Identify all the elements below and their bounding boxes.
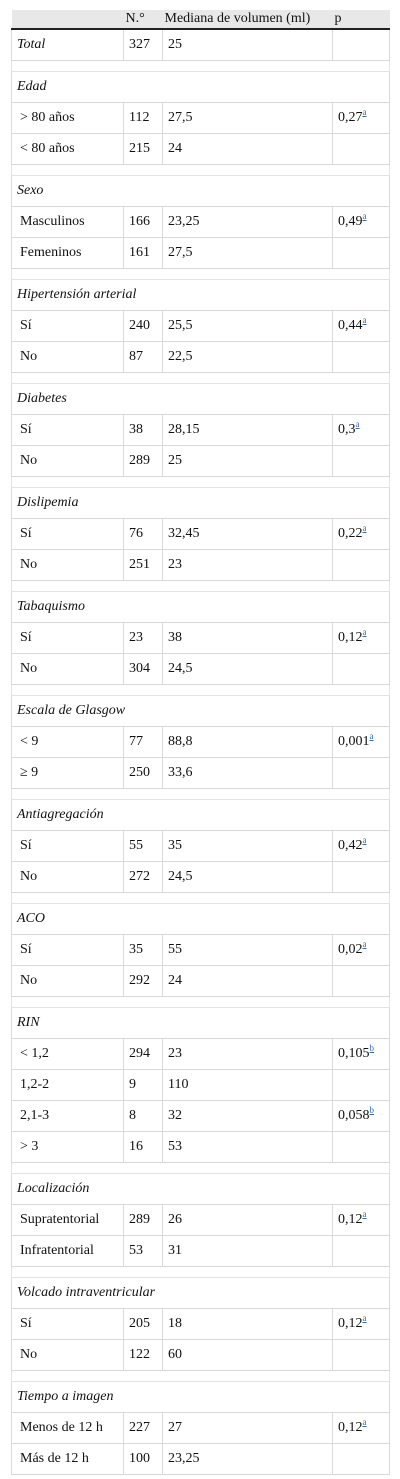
row-p-cell	[333, 237, 390, 268]
row-median: 24	[163, 133, 333, 164]
results-table	[11, 10, 390, 1475]
row-label: 2,1-3	[12, 1100, 124, 1131]
footnote-link[interactable]: a	[369, 730, 374, 741]
row-label: 1,2-2	[12, 1069, 124, 1100]
header-median: Mediana de volumen (ml)	[164, 11, 311, 26]
footnote-marker	[370, 1103, 375, 1116]
group-title: Dislipemia	[12, 487, 390, 518]
table-row	[12, 102, 390, 133]
row-label: Sí	[12, 934, 124, 965]
footnote-marker	[363, 209, 367, 222]
group-title: Diabetes	[12, 383, 390, 414]
footnote-link[interactable]: b	[369, 1104, 374, 1115]
table-row	[12, 237, 390, 268]
table-row	[12, 653, 390, 684]
spacer-cell	[12, 996, 390, 1007]
row-p-cell	[333, 1100, 390, 1131]
row-p-value: 0,12	[338, 1211, 363, 1227]
row-p-value: 0,001	[338, 733, 370, 749]
spacer-cell	[12, 580, 390, 591]
row-median: 26	[163, 1204, 333, 1235]
row-label: Infratentorial	[12, 1235, 124, 1266]
spacer-cell	[12, 476, 390, 487]
row-label: No	[12, 341, 124, 372]
group-title: Tiempo a imagen	[12, 1381, 390, 1412]
table-container	[11, 10, 389, 1475]
group-header-row	[12, 383, 390, 414]
row-median: 23	[163, 549, 333, 580]
row-n: 112	[124, 102, 163, 133]
footnote-link[interactable]: a	[362, 106, 367, 117]
table-row	[12, 861, 390, 892]
row-median: 24	[163, 965, 333, 996]
group-spacer	[12, 1266, 390, 1277]
row-p-value: 0,058	[338, 1107, 370, 1123]
row-median: 23,25	[163, 1443, 333, 1474]
row-label: Más de 12 h	[12, 1443, 124, 1474]
row-p-cell	[333, 341, 390, 372]
row-p-cell	[333, 414, 390, 445]
group-header-row	[12, 487, 390, 518]
row-p-cell	[333, 102, 390, 133]
row-n: 8	[124, 1100, 163, 1131]
row-median: 33,6	[163, 757, 333, 788]
row-n: 294	[124, 1038, 163, 1069]
row-median: 38	[163, 622, 333, 653]
footnote-marker	[363, 1311, 367, 1324]
row-p-value: 0,44	[338, 317, 363, 333]
row-n: 251	[124, 549, 163, 580]
row-p-cell	[333, 934, 390, 965]
footnote-marker	[363, 625, 367, 638]
row-p-value: 0,105	[338, 1045, 370, 1061]
row-n: 289	[124, 1204, 163, 1235]
row-median: 88,8	[163, 726, 333, 757]
row-p-cell	[333, 1235, 390, 1266]
row-n: 77	[124, 726, 163, 757]
group-spacer	[12, 996, 390, 1007]
row-n: 161	[124, 237, 163, 268]
footnote-marker	[363, 521, 367, 534]
row-label: Supratentorial	[12, 1204, 124, 1235]
row-median: 110	[163, 1069, 333, 1100]
row-p-cell	[333, 206, 390, 237]
spacer-cell	[12, 892, 390, 903]
row-n: 272	[124, 861, 163, 892]
table-row	[12, 1069, 390, 1100]
group-header-row	[12, 1007, 390, 1038]
footnote-link[interactable]: a	[355, 418, 360, 429]
group-title: Volcado intraventricular	[12, 1277, 390, 1308]
row-p-cell	[333, 830, 390, 861]
row-p-cell	[333, 1339, 390, 1370]
group-title: Sexo	[12, 175, 390, 206]
footnote-link[interactable]: b	[369, 1042, 374, 1053]
table-row	[12, 133, 390, 164]
footnote-marker	[363, 833, 367, 846]
table-row	[12, 622, 390, 653]
row-n: 240	[124, 310, 163, 341]
row-n: 215	[124, 133, 163, 164]
row-n: 9	[124, 1069, 163, 1100]
group-header-row	[12, 591, 390, 622]
group-spacer	[12, 1370, 390, 1381]
row-label: Sí	[12, 518, 124, 549]
table-row	[12, 1204, 390, 1235]
footnote-marker	[356, 417, 360, 430]
row-median: 24,5	[163, 653, 333, 684]
row-n: 87	[124, 341, 163, 372]
total-p	[333, 29, 390, 60]
table-row	[12, 1038, 390, 1069]
spacer-cell	[12, 788, 390, 799]
group-title: Antiagregación	[12, 799, 390, 830]
group-title: RIN	[12, 1007, 390, 1038]
row-label: Sí	[12, 1308, 124, 1339]
footnote-marker	[363, 105, 367, 118]
row-median: 55	[163, 934, 333, 965]
group-spacer	[12, 1162, 390, 1173]
table-row	[12, 518, 390, 549]
row-p-cell	[333, 622, 390, 653]
row-median: 18	[163, 1308, 333, 1339]
spacer-cell	[12, 1370, 390, 1381]
footnote-link[interactable]: a	[362, 522, 367, 533]
table-row	[12, 934, 390, 965]
row-n: 35	[124, 934, 163, 965]
row-p-value: 0,12	[338, 1419, 363, 1435]
row-p-value: 0,27	[338, 109, 363, 125]
table-row	[12, 549, 390, 580]
footnote-link[interactable]: a	[362, 834, 367, 845]
spacer-cell	[12, 268, 390, 279]
table-row	[12, 1412, 390, 1443]
group-header-row	[12, 799, 390, 830]
group-header-row	[12, 175, 390, 206]
group-title: Tabaquismo	[12, 591, 390, 622]
row-label: No	[12, 549, 124, 580]
total-n: 327	[124, 29, 163, 60]
row-n: 53	[124, 1235, 163, 1266]
row-label: Femeninos	[12, 237, 124, 268]
table-row	[12, 414, 390, 445]
footnote-link[interactable]: a	[362, 938, 367, 949]
row-median: 23,25	[163, 206, 333, 237]
group-spacer	[12, 788, 390, 799]
spacer-cell	[12, 164, 390, 175]
row-median: 25,5	[163, 310, 333, 341]
footnote-link[interactable]: a	[362, 210, 367, 221]
group-title: Localización	[12, 1173, 390, 1204]
group-header-row	[12, 71, 390, 102]
row-n: 304	[124, 653, 163, 684]
table-row	[12, 1100, 390, 1131]
group-title: Hipertensión arterial	[12, 279, 390, 310]
table-row	[12, 445, 390, 476]
row-median: 23	[163, 1038, 333, 1069]
table-row	[12, 1235, 390, 1266]
row-median: 35	[163, 830, 333, 861]
group-header-row	[12, 1381, 390, 1412]
group-header-row	[12, 279, 390, 310]
row-label: Masculinos	[12, 206, 124, 237]
total-label: Total	[12, 29, 124, 60]
total-row	[12, 29, 390, 60]
row-n: 205	[124, 1308, 163, 1339]
group-header-row	[12, 1277, 390, 1308]
footnote-link[interactable]: a	[362, 1208, 367, 1219]
footnote-link[interactable]: a	[362, 314, 367, 325]
row-n: 76	[124, 518, 163, 549]
group-spacer	[12, 60, 390, 71]
row-p-cell	[333, 861, 390, 892]
row-median: 27	[163, 1412, 333, 1443]
group-spacer	[12, 684, 390, 695]
row-p-value: 0,3	[338, 421, 356, 437]
row-p-cell	[333, 1131, 390, 1162]
row-median: 60	[163, 1339, 333, 1370]
row-label: < 80 años	[12, 133, 124, 164]
footnote-marker	[370, 729, 374, 742]
group-spacer	[12, 476, 390, 487]
table-row	[12, 1339, 390, 1370]
table-row	[12, 206, 390, 237]
row-median: 32	[163, 1100, 333, 1131]
row-p-cell	[333, 1069, 390, 1100]
table-header	[12, 10, 390, 29]
row-n: 250	[124, 757, 163, 788]
row-median: 28,15	[163, 414, 333, 445]
header-n: N.°	[125, 11, 145, 26]
footnote-marker	[363, 313, 367, 326]
row-median: 53	[163, 1131, 333, 1162]
row-n: 23	[124, 622, 163, 653]
row-p-value: 0,12	[338, 1315, 363, 1331]
footnote-marker	[363, 1415, 367, 1428]
row-p-cell	[333, 445, 390, 476]
row-p-cell	[333, 1038, 390, 1069]
header-label	[12, 10, 124, 29]
row-label: > 3	[12, 1131, 124, 1162]
row-median: 32,45	[163, 518, 333, 549]
spacer-cell	[12, 1162, 390, 1173]
row-n: 55	[124, 830, 163, 861]
footnote-marker	[363, 937, 367, 950]
footnote-link[interactable]: a	[362, 626, 367, 637]
row-label: No	[12, 653, 124, 684]
group-spacer	[12, 164, 390, 175]
row-median: 27,5	[163, 237, 333, 268]
footnote-link[interactable]: a	[362, 1416, 367, 1427]
spacer-cell	[12, 372, 390, 383]
row-label: No	[12, 861, 124, 892]
row-label: Sí	[12, 414, 124, 445]
row-n: 289	[124, 445, 163, 476]
row-p-cell	[333, 1412, 390, 1443]
footnote-marker	[370, 1041, 375, 1054]
row-p-cell	[333, 965, 390, 996]
row-median: 24,5	[163, 861, 333, 892]
row-label: Sí	[12, 830, 124, 861]
group-spacer	[12, 580, 390, 591]
group-header-row	[12, 695, 390, 726]
row-p-cell	[333, 1204, 390, 1235]
table-body	[12, 29, 390, 1474]
row-n: 166	[124, 206, 163, 237]
table-row	[12, 726, 390, 757]
row-p-value: 0,12	[338, 629, 363, 645]
row-p-cell	[333, 757, 390, 788]
spacer-cell	[12, 1266, 390, 1277]
row-label: Sí	[12, 310, 124, 341]
row-median: 27,5	[163, 102, 333, 133]
row-median: 22,5	[163, 341, 333, 372]
row-n: 16	[124, 1131, 163, 1162]
row-label: No	[12, 1339, 124, 1370]
row-label: No	[12, 965, 124, 996]
row-p-cell	[333, 1443, 390, 1474]
row-p-cell	[333, 133, 390, 164]
row-p-cell	[333, 726, 390, 757]
group-title: Escala de Glasgow	[12, 695, 390, 726]
header-p: p	[334, 11, 342, 26]
table-row	[12, 310, 390, 341]
row-label: < 9	[12, 726, 124, 757]
group-header-row	[12, 903, 390, 934]
table-row	[12, 1131, 390, 1162]
table-row	[12, 757, 390, 788]
group-title: Edad	[12, 71, 390, 102]
row-median: 25	[163, 445, 333, 476]
row-median: 31	[163, 1235, 333, 1266]
row-p-value: 0,49	[338, 213, 363, 229]
table-row	[12, 830, 390, 861]
row-p-cell	[333, 653, 390, 684]
spacer-cell	[12, 684, 390, 695]
group-header-row	[12, 1173, 390, 1204]
footnote-marker	[363, 1207, 367, 1220]
row-p-cell	[333, 518, 390, 549]
row-p-cell	[333, 1308, 390, 1339]
row-label: < 1,2	[12, 1038, 124, 1069]
row-label: > 80 años	[12, 102, 124, 133]
row-p-cell	[333, 310, 390, 341]
row-label: ≥ 9	[12, 757, 124, 788]
row-n: 122	[124, 1339, 163, 1370]
row-n: 100	[124, 1443, 163, 1474]
row-label: Menos de 12 h	[12, 1412, 124, 1443]
row-p-value: 0,42	[338, 837, 363, 853]
total-median: 25	[163, 29, 333, 60]
table-row	[12, 965, 390, 996]
footnote-link[interactable]: a	[362, 1312, 367, 1323]
row-p-cell	[333, 549, 390, 580]
table-row	[12, 1308, 390, 1339]
row-n: 38	[124, 414, 163, 445]
row-p-value: 0,02	[338, 941, 363, 957]
group-title: ACO	[12, 903, 390, 934]
group-spacer	[12, 372, 390, 383]
table-row	[12, 341, 390, 372]
group-spacer	[12, 268, 390, 279]
row-label: No	[12, 445, 124, 476]
row-p-value: 0,22	[338, 525, 363, 541]
row-n: 292	[124, 965, 163, 996]
row-label: Sí	[12, 622, 124, 653]
table-row	[12, 1443, 390, 1474]
spacer-cell	[12, 60, 390, 71]
group-spacer	[12, 892, 390, 903]
row-n: 227	[124, 1412, 163, 1443]
